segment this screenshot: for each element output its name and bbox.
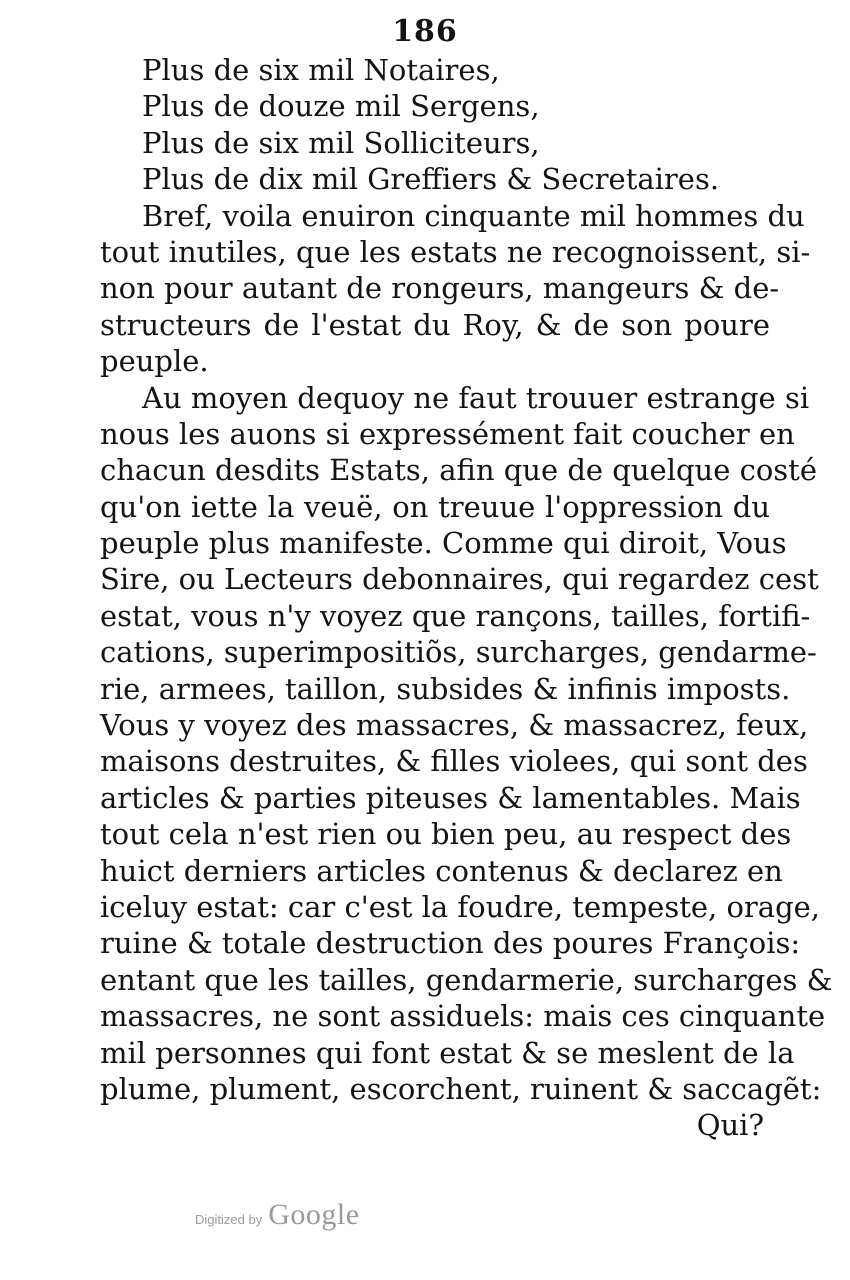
- list-item: Plus de six mil Solliciteurs,: [142, 125, 540, 160]
- text-line: plume, plument, escorchent, ruinent & saccagẽt:: [100, 1071, 822, 1106]
- text-line: cations, superimpositiõs, surcharges, gendarme-: [100, 635, 817, 670]
- text-line: Au moyen dequoy ne faut trouuer estrange si: [142, 380, 810, 415]
- page-text: [100, 52, 833, 1144]
- google-logo: Google: [268, 1198, 360, 1231]
- text-line: chacun desdits Estats, afin que de quelque costé: [100, 453, 817, 488]
- list-item: Plus de six mil Notaires,: [142, 53, 500, 87]
- text-line: Vous y voyez des massacres, & massacrez, feux,: [100, 708, 809, 743]
- text-line: rie, armees, taillon, subsides & infinis imposts.: [100, 671, 791, 706]
- text-line: ruine & totale destruction des poures François:: [100, 926, 801, 961]
- text-line: structeurs de l'estat du Roy, & de son poure: [100, 307, 770, 342]
- text-line: qu'on iette la veuë, on treuue l'oppression du: [100, 489, 770, 524]
- text-line: articles & parties piteuses & lamentables. Mais: [100, 780, 801, 815]
- text-line: maisons destruites, & filles violees, qui sont des: [100, 744, 808, 779]
- text-line: entant que les tailles, gendarmerie, surcharges &: [100, 962, 833, 997]
- text-line: mil personnes qui font estat & se meslent de la: [100, 1035, 795, 1070]
- text-line: estat, vous n'y voyez que rançons, tailles, fortifi-: [100, 598, 811, 633]
- list-item: Plus de douze mil Sergens,: [142, 89, 540, 124]
- text-line: non pour autant de rongeurs, mangeurs & de-: [100, 271, 780, 306]
- text-line: peuple plus manifeste. Comme qui diroit, Vous: [100, 526, 787, 561]
- text-line: Bref, voila enuiron cinquante mil hommes du: [142, 198, 805, 233]
- text-line: huict derniers articles contenus & declarez en: [100, 853, 783, 888]
- text-line: iceluy estat: car c'est la foudre, tempeste, orage,: [100, 889, 821, 924]
- catchword: Qui?: [696, 1108, 764, 1143]
- watermark-prefix: Digitized by: [195, 1212, 263, 1227]
- text-line: nous les auons si expressément fait coucher en: [100, 416, 795, 451]
- google-watermark: [195, 1198, 360, 1232]
- page-number: 186: [392, 14, 458, 49]
- text-line: massacres, ne sont assiduels: mais ces cinquante: [100, 999, 826, 1034]
- text-line: tout inutiles, que les estats ne recognoissent, si-: [100, 234, 811, 269]
- text-line: peuple.: [100, 344, 209, 379]
- list-item: Plus de dix mil Greffiers & Secretaires.: [142, 162, 720, 197]
- text-line: Sire, ou Lecteurs debonnaires, qui regardez cest: [100, 562, 819, 597]
- text-line: tout cela n'est rien ou bien peu, au respect des: [100, 817, 792, 852]
